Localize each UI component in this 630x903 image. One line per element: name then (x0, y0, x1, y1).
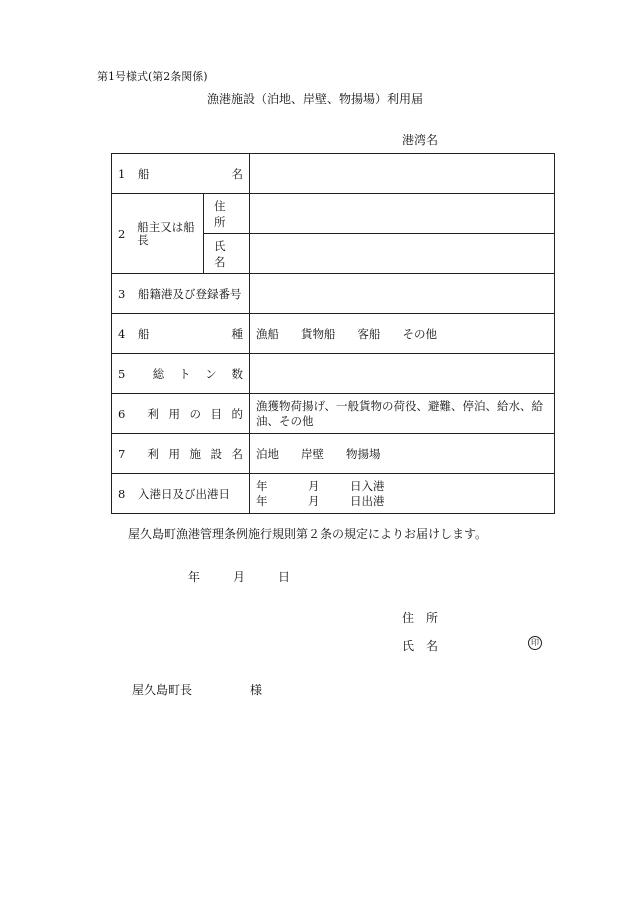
date-year: 年 (188, 570, 201, 584)
arrival-date-line (256, 479, 548, 494)
row-number: 3 (118, 286, 126, 301)
label-char: ト (179, 366, 191, 381)
option-passenger-ship[interactable]: 客船 (357, 326, 381, 341)
registry-label (112, 274, 250, 314)
applicant-name-label: 氏 名 (402, 639, 439, 653)
label-char: 目 (210, 406, 222, 421)
application-form-table (111, 153, 555, 514)
option-fishing-boat[interactable]: 漁船 (256, 326, 279, 341)
owner-label-cell (112, 194, 204, 274)
row-owner-address (112, 194, 555, 234)
tonnage-label (112, 354, 250, 394)
label-char: 名 (231, 446, 243, 461)
addressee: 屋久島町長 (132, 683, 193, 697)
option-cargo-ship[interactable]: 貨物船 (301, 326, 336, 341)
row-facility (112, 434, 555, 474)
label-part: 種 (231, 326, 243, 341)
label-char: 用 (168, 406, 180, 421)
row-number: 7 (118, 446, 126, 461)
port-name-label: 港湾名 (402, 133, 439, 147)
dates-label-text: 入港日及び出港日 (138, 486, 230, 501)
label-char: 用 (168, 446, 180, 461)
row-number: 5 (118, 366, 126, 381)
row-registry (112, 274, 555, 314)
departure-day-text: 日出港 (350, 493, 385, 508)
label-char: 利 (147, 446, 159, 461)
owner-address-field[interactable] (250, 194, 555, 234)
row-number: 4 (118, 326, 126, 341)
label-part: 船 (138, 166, 150, 181)
departure-date-line (256, 494, 548, 509)
owner-name-field[interactable] (250, 234, 555, 274)
row-number: 6 (118, 406, 126, 421)
label-char: ン (205, 366, 217, 381)
honorific: 様 (250, 683, 263, 697)
option-landing-place[interactable]: 物揚場 (346, 446, 381, 461)
applicant-address-label: 住 所 (402, 611, 439, 625)
seal-icon: 印 (528, 636, 542, 650)
label-char: 的 (231, 406, 243, 421)
submission-date (188, 568, 323, 585)
row-number: 8 (118, 486, 126, 501)
registry-label-text: 船籍港及び登録番号 (138, 286, 242, 301)
month-text: 月 (308, 478, 320, 493)
vessel-type-label (112, 314, 250, 354)
registry-field[interactable] (250, 274, 555, 314)
declaration-statement: 屋久島町漁港管理条例施行規則第２条の規定によりお届けします。 (128, 527, 488, 541)
row-tonnage (112, 354, 555, 394)
address-sublabel (204, 194, 250, 234)
row-dates (112, 474, 555, 514)
vessel-type-options[interactable] (250, 314, 555, 354)
tonnage-field[interactable] (250, 354, 555, 394)
label-part: 名 (231, 166, 243, 181)
label-part: 船 (138, 326, 150, 341)
document-title: 漁港施設（泊地、岸壁、物揚場）利用届 (206, 92, 423, 106)
label-char: 総 (152, 366, 165, 381)
arrival-day-text: 日入港 (350, 478, 385, 493)
year-text: 年 (256, 493, 268, 508)
label-char: 施 (189, 446, 201, 461)
year-text: 年 (256, 478, 268, 493)
purpose-options[interactable]: 漁獲物荷揚げ、一般貨物の荷役、避難、停泊、給水、給油、その他 (250, 394, 555, 434)
name-sublabel (204, 234, 250, 274)
vessel-name-label (112, 154, 250, 194)
dates-label (112, 474, 250, 514)
row-purpose (112, 394, 555, 434)
month-text: 月 (308, 493, 320, 508)
form-number: 第1号様式(第2条関係) (97, 70, 208, 83)
owner-or-captain-label: 船主又は船長 (137, 219, 195, 247)
address-text: 住 所 (214, 198, 237, 229)
row-vessel-name (112, 154, 555, 194)
row-vessel-type (112, 314, 555, 354)
label-char: 設 (210, 446, 222, 461)
label-char: の (189, 406, 201, 421)
facility-label (112, 434, 250, 474)
date-day: 日 (278, 570, 291, 584)
name-text: 氏 名 (214, 238, 237, 269)
label-char: 数 (231, 366, 243, 381)
date-month: 月 (233, 570, 246, 584)
option-quay[interactable]: 岸壁 (301, 446, 324, 461)
dates-field[interactable] (250, 474, 555, 514)
option-other[interactable]: その他 (402, 326, 437, 341)
vessel-name-field[interactable] (250, 154, 555, 194)
option-anchorage[interactable]: 泊地 (256, 446, 279, 461)
row-number: 2 (118, 226, 126, 241)
facility-options[interactable] (250, 434, 555, 474)
label-char: 利 (147, 406, 159, 421)
purpose-label (112, 394, 250, 434)
row-number: 1 (118, 166, 126, 181)
